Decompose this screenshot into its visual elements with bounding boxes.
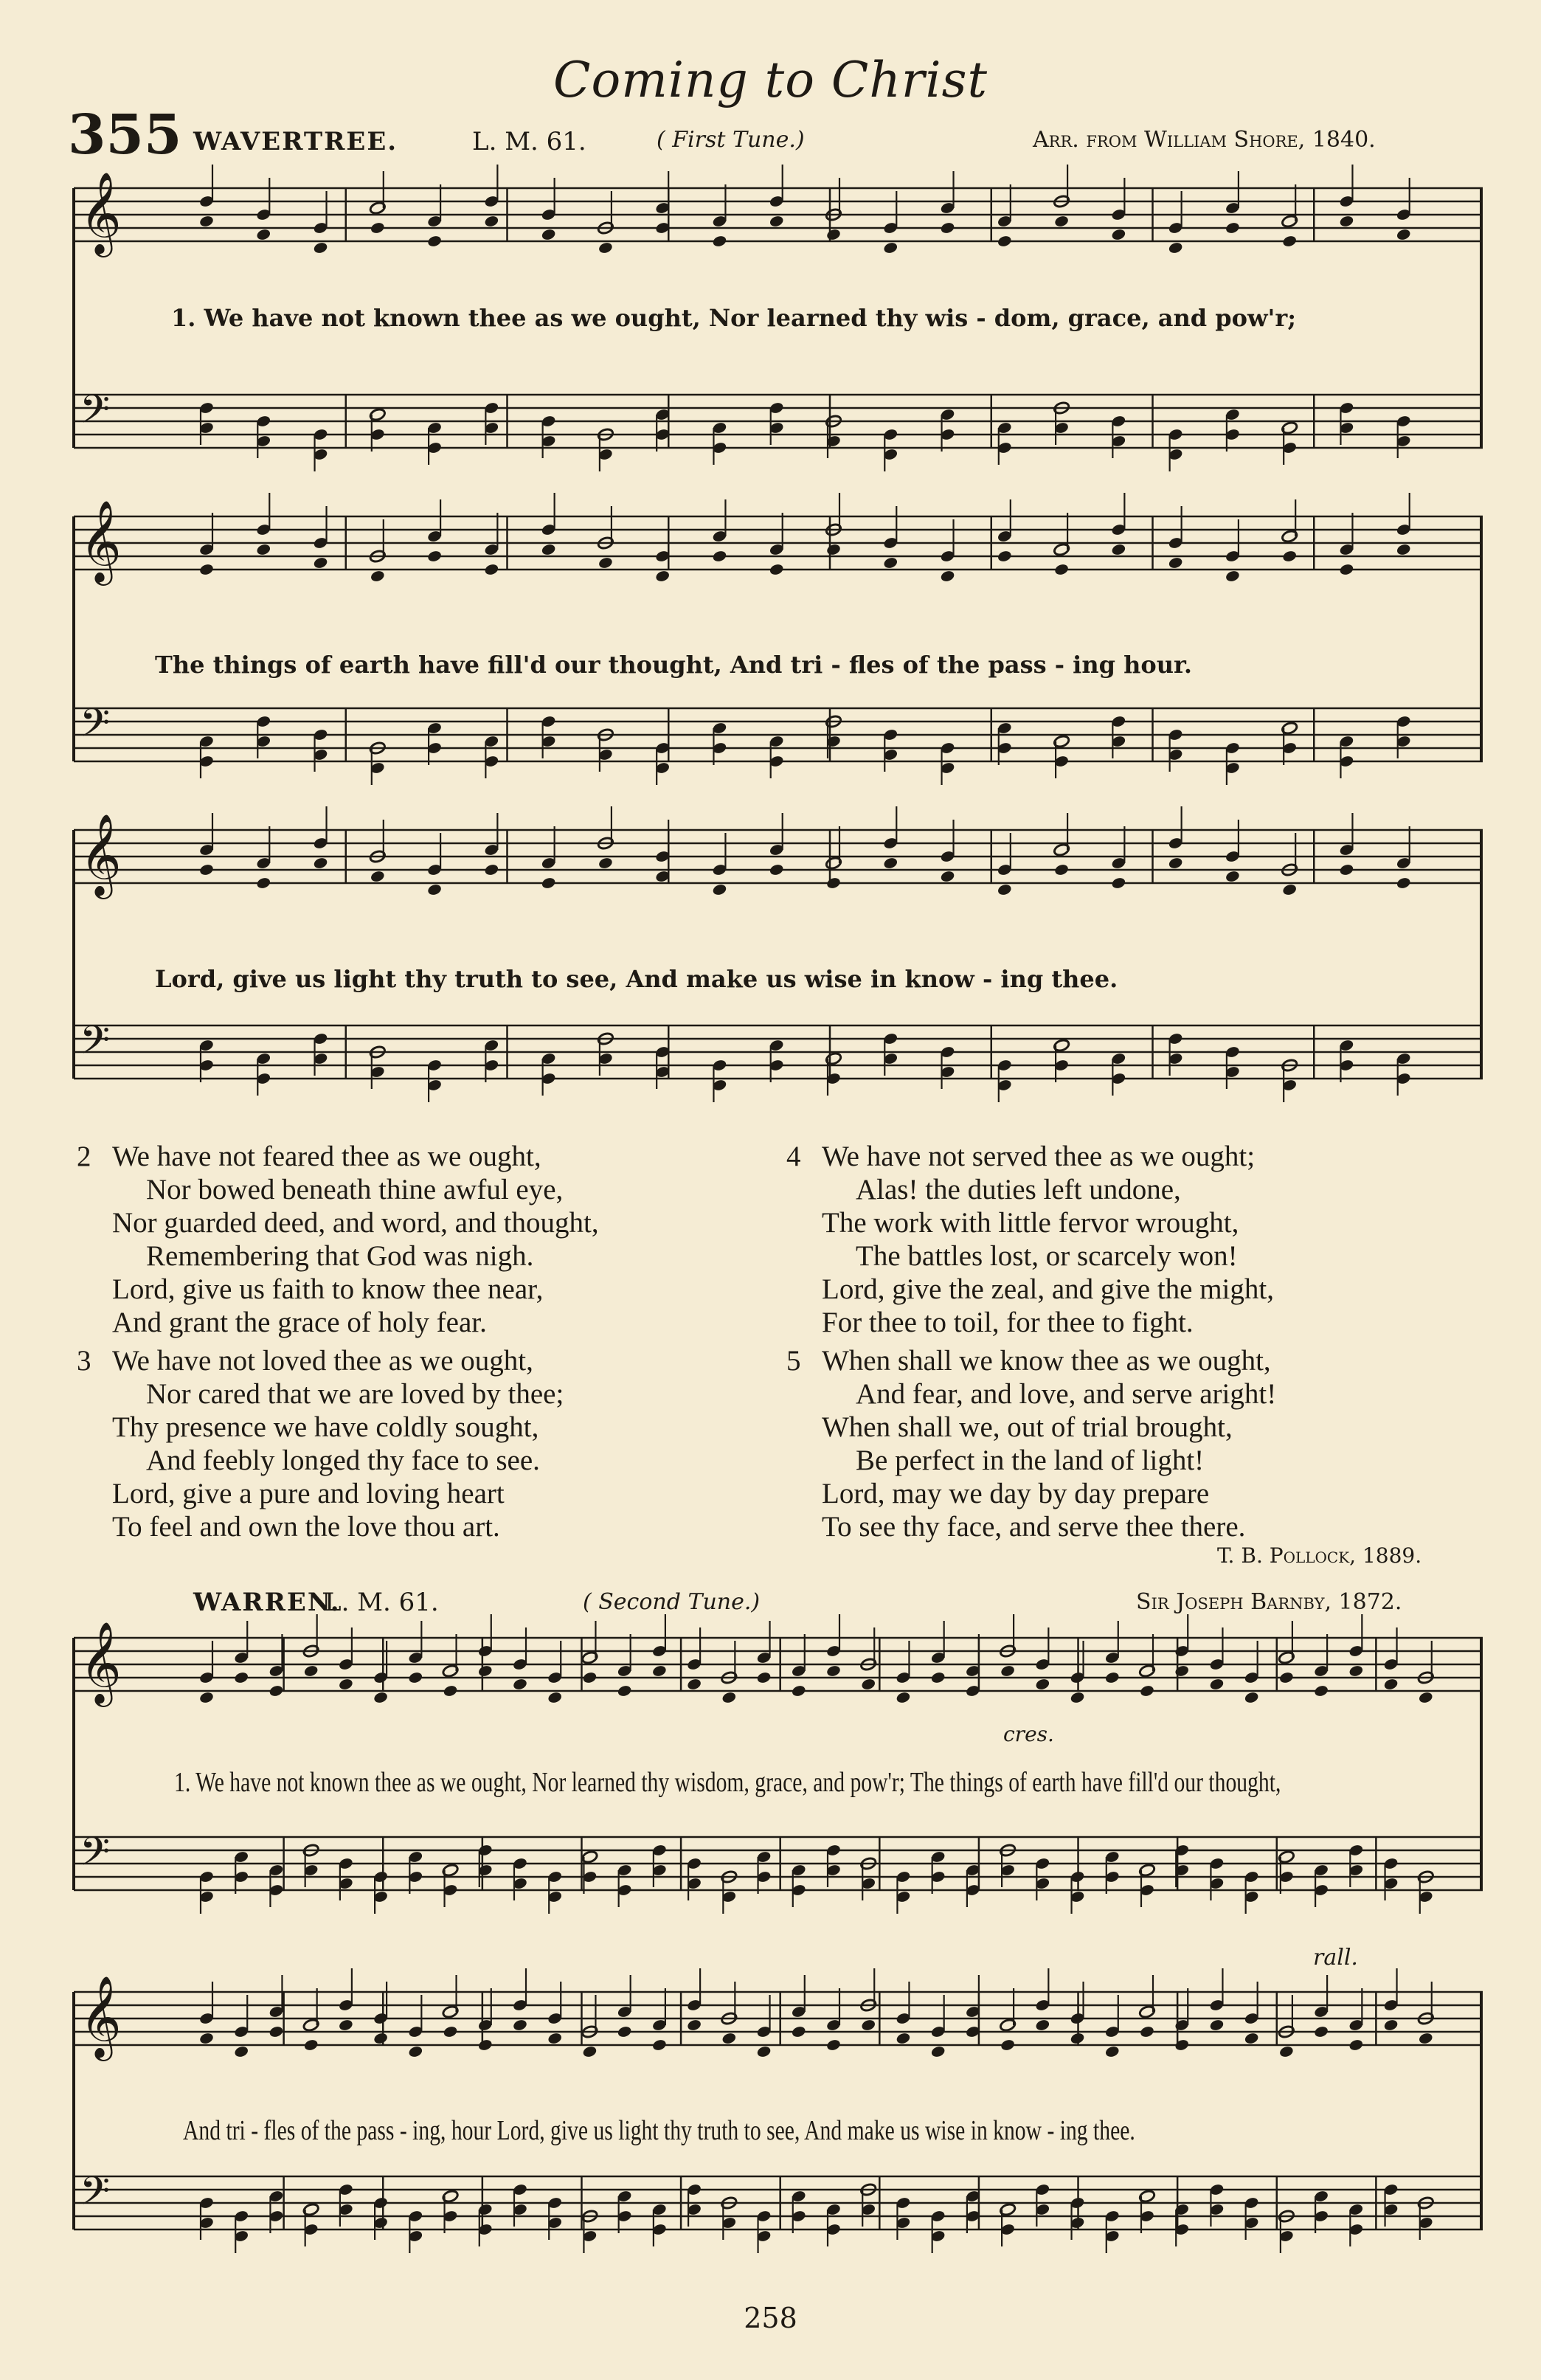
note-head	[883, 857, 898, 870]
verse-line: And fear, and love, and serve aright!	[856, 1378, 1277, 1410]
verse-line: And feebly longed thy face to see.	[146, 1445, 540, 1476]
staff	[74, 188, 1483, 241]
note-head	[791, 1684, 806, 1698]
note-head	[477, 2038, 493, 2052]
verse-4	[786, 1140, 1274, 1339]
verse-line: And grant the grace of holy fear.	[112, 1307, 487, 1338]
note-head	[861, 2018, 876, 2032]
note-head	[598, 241, 613, 255]
note-head	[769, 215, 784, 228]
tune-name: WAVERTREE.	[193, 127, 398, 156]
verse-line: Lord, give us faith to know thee near,	[112, 1273, 544, 1305]
note-head	[1035, 2018, 1050, 2032]
note-head	[1139, 2025, 1154, 2038]
note-head	[1225, 570, 1240, 583]
staff	[74, 708, 1483, 761]
note-head	[408, 2045, 423, 2058]
note-head	[582, 2045, 598, 2058]
note-head	[825, 876, 841, 890]
verse-line: Remembering that God was nigh.	[146, 1240, 534, 1272]
note-head	[1383, 1678, 1399, 1691]
lyric-row-3	[155, 965, 1118, 993]
note-head	[313, 556, 328, 570]
note-head	[269, 1684, 284, 1698]
note-head	[373, 1691, 388, 1704]
note-head	[655, 570, 671, 583]
verse-line: When shall we, out of trial brought,	[822, 1411, 1233, 1443]
verse-number: 2	[77, 1141, 91, 1172]
note-head	[712, 550, 727, 563]
note-head	[1418, 1691, 1433, 1704]
staff	[74, 395, 1483, 448]
page-number: 258	[744, 2302, 797, 2334]
verse-line: To see thy face, and serve thee there.	[822, 1511, 1246, 1543]
note-head	[1244, 1691, 1259, 1704]
verse-line: Lord, give a pure and loving heart	[112, 1478, 505, 1509]
note-head	[426, 550, 442, 563]
note-head	[484, 215, 499, 228]
note-head	[541, 876, 556, 890]
note-head	[1396, 876, 1411, 890]
note-head	[338, 1678, 353, 1691]
note-head	[1000, 1664, 1015, 1678]
note-head	[1035, 1678, 1050, 1691]
note-head	[313, 857, 328, 870]
bass-clef: 𝄢	[80, 1018, 111, 1073]
verse-line: Lord, may we day by day prepare	[822, 1478, 1210, 1509]
lyric-line: The things of earth have fill'd our thought, And tri - fles of the pass - ing hour.	[155, 651, 1193, 679]
note-head	[1111, 543, 1126, 556]
note-head	[541, 228, 556, 241]
note-head	[1000, 2038, 1015, 2052]
bass-clef: 𝄢	[80, 2169, 111, 2224]
note-head	[426, 235, 442, 248]
note-head	[883, 241, 898, 255]
note-head	[1313, 1684, 1329, 1698]
note-head	[1168, 556, 1183, 570]
note-head	[370, 870, 385, 883]
staff	[74, 1837, 1483, 1890]
lyric-line: 1. We have not known thee as we ought, Nor learned thy wis - dom, grace, and pow'r;	[171, 304, 1296, 332]
note-head	[1139, 1684, 1154, 1698]
note-head	[930, 2045, 946, 2058]
note-head	[1209, 1678, 1225, 1691]
note-head	[1053, 563, 1069, 576]
note-head	[825, 1664, 841, 1678]
note-head	[896, 1691, 911, 1704]
note-head	[198, 2032, 214, 2045]
verse-3	[77, 1344, 564, 1543]
bass-clef: 𝄢	[80, 387, 111, 442]
note-head	[269, 2025, 284, 2038]
note-head	[408, 1671, 423, 1684]
bass-clef: 𝄢	[80, 701, 111, 755]
note-head	[1174, 2038, 1190, 2052]
tune-meter: L. M. 61.	[472, 127, 586, 156]
dynamic-rall: rall.	[1313, 1945, 1358, 1971]
note-head	[338, 2018, 353, 2032]
verse-number: 3	[77, 1345, 91, 1377]
note-head	[769, 563, 784, 576]
note-head	[198, 1691, 214, 1704]
staff	[74, 830, 1483, 883]
note-head	[1278, 1671, 1294, 1684]
note-head	[512, 1678, 527, 1691]
note-head	[582, 1671, 598, 1684]
note-head	[1396, 228, 1411, 241]
note-head	[1339, 563, 1354, 576]
verse-line: Nor guarded deed, and word, and thought,	[112, 1207, 599, 1239]
verse-number: 4	[786, 1141, 801, 1172]
verse-line: Lord, give the zeal, and give the might,	[822, 1273, 1274, 1305]
note-head	[598, 556, 613, 570]
note-head	[256, 876, 271, 890]
note-head	[484, 863, 499, 876]
note-head	[686, 2018, 702, 2032]
lyric-row-1	[171, 304, 1296, 332]
note-head	[1168, 857, 1183, 870]
note-head	[598, 857, 613, 870]
note-head	[756, 1671, 772, 1684]
note-head	[1282, 235, 1298, 248]
verse-line: The battles lost, or scarcely won!	[856, 1240, 1238, 1272]
tune-composer: Arr. from William Shore, 1840.	[1033, 127, 1376, 153]
hymn-number: 355	[68, 103, 182, 167]
note-head	[825, 228, 841, 241]
staff	[74, 2176, 1483, 2229]
note-head	[651, 2038, 667, 2052]
note-head	[303, 2038, 319, 2052]
note-head	[1111, 228, 1126, 241]
lyric-row-4	[174, 1766, 1281, 1799]
verse-line: We have not served thee as we ought;	[822, 1141, 1256, 1172]
verse-line: Thy presence we have coldly sought,	[112, 1411, 539, 1443]
verse-line: We have not feared thee as we ought,	[112, 1141, 541, 1172]
note-head	[198, 863, 214, 876]
note-head	[1383, 2018, 1399, 2032]
treble-clef: 𝄞	[80, 813, 122, 896]
note-head	[1348, 1664, 1364, 1678]
note-head	[617, 1684, 632, 1698]
verse-number: 5	[786, 1345, 801, 1377]
note-head	[721, 1691, 737, 1704]
note-head	[234, 2045, 249, 2058]
note-head	[997, 883, 1012, 896]
note-head	[1053, 863, 1069, 876]
note-head	[825, 543, 841, 556]
note-head	[198, 215, 214, 228]
author-credit: T. B. Pollock, 1889.	[1217, 1543, 1422, 1568]
note-head	[370, 221, 385, 235]
note-head	[1313, 2025, 1329, 2038]
note-head	[443, 2025, 458, 2038]
note-head	[861, 1678, 876, 1691]
note-head	[512, 2018, 527, 2032]
note-head	[756, 2045, 772, 2058]
note-head	[1070, 2032, 1085, 2045]
note-head	[1225, 870, 1240, 883]
lyric-line: Lord, give us light thy truth to see, And make us wise in know - ing thee.	[155, 965, 1118, 993]
verse-line: For thee to toil, for thee to fight.	[822, 1307, 1194, 1338]
note-head	[617, 2025, 632, 2038]
lyric-row-5	[183, 2114, 1135, 2147]
note-head	[1339, 863, 1354, 876]
verse-line: Nor cared that we are loved by thee;	[146, 1378, 564, 1410]
note-head	[1209, 2018, 1225, 2032]
note-head	[1282, 883, 1298, 896]
bass-clef: 𝄢	[80, 1830, 111, 1884]
note-head	[721, 2032, 737, 2045]
note-head	[1418, 2032, 1433, 2045]
note-head	[1070, 1691, 1085, 1704]
note-head	[651, 1664, 667, 1678]
note-head	[547, 2032, 563, 2045]
note-head	[256, 228, 271, 241]
note-head	[712, 883, 727, 896]
verse-line: The work with little fervor wrought,	[822, 1207, 1239, 1239]
tune-note: ( Second Tune.)	[583, 1589, 761, 1615]
note-head	[443, 1684, 458, 1698]
tune-note: ( First Tune.)	[657, 127, 805, 153]
staff	[74, 1992, 1483, 2045]
verse-line: Nor bowed beneath thine awful eye,	[146, 1174, 564, 1205]
note-head	[1174, 1664, 1190, 1678]
note-head	[547, 1691, 563, 1704]
tune-meter: L. M. 61.	[325, 1588, 439, 1617]
note-head	[426, 883, 442, 896]
note-head	[484, 563, 499, 576]
lyric-line: And tri - fles of the pass - ing, hour Lord, give us light thy truth to see, And make us wise in know - ing thee.	[183, 2115, 1135, 2146]
lyric-line: 1. We have not known thee as we ought, Nor learned thy wisdom, grace, and pow'r; The things of earth have fill'd our thought,	[174, 1767, 1281, 1798]
verse-line: We have not loved thee as we ought,	[112, 1345, 533, 1377]
verse-line: When shall we know thee as we ought,	[822, 1345, 1271, 1377]
note-head	[1282, 550, 1298, 563]
note-head	[769, 863, 784, 876]
note-head	[1339, 215, 1354, 228]
treble-clef: 𝄞	[80, 499, 122, 582]
note-head	[1053, 215, 1069, 228]
staff	[74, 1025, 1483, 1079]
note-head	[1278, 2045, 1294, 2058]
staff	[74, 516, 1483, 570]
note-head	[1104, 2045, 1120, 2058]
tune-name: WARREN.	[193, 1588, 341, 1617]
verse-5	[786, 1344, 1276, 1543]
tune-composer: Sir Joseph Barnby, 1872.	[1136, 1589, 1402, 1615]
note-head	[256, 543, 271, 556]
note-head	[373, 2032, 388, 2045]
note-head	[1168, 241, 1183, 255]
note-head	[997, 235, 1012, 248]
note-head	[1396, 543, 1411, 556]
verse-line: Be perfect in the land of light!	[856, 1445, 1205, 1476]
note-head	[370, 570, 385, 583]
treble-clef: 𝄞	[80, 1621, 122, 1703]
note-head	[234, 1671, 249, 1684]
note-head	[940, 221, 955, 235]
staff	[74, 1638, 1483, 1691]
dynamic-cres: cres.	[1003, 1722, 1054, 1746]
note-head	[940, 570, 955, 583]
verse-line: Alas! the duties left undone,	[856, 1174, 1181, 1205]
note-head	[712, 235, 727, 248]
page-title: Coming to Christ	[553, 52, 988, 108]
note-head	[1244, 2032, 1259, 2045]
verse-2	[77, 1140, 599, 1339]
note-head	[313, 241, 328, 255]
note-head	[940, 870, 955, 883]
note-head	[686, 1678, 702, 1691]
verse-line: To feel and own the love thou art.	[112, 1511, 500, 1543]
note-head	[883, 556, 898, 570]
lyric-row-2	[155, 651, 1192, 679]
note-head	[930, 1671, 946, 1684]
note-head	[303, 1664, 319, 1678]
treble-clef: 𝄞	[80, 171, 122, 254]
note-head	[1111, 876, 1126, 890]
note-head	[1348, 2038, 1364, 2052]
treble-clef: 𝄞	[80, 1975, 122, 2058]
note-head	[896, 2032, 911, 2045]
note-head	[541, 543, 556, 556]
note-head	[791, 2025, 806, 2038]
note-head	[825, 2038, 841, 2052]
note-head	[198, 563, 214, 576]
note-head	[477, 1664, 493, 1678]
note-head	[1104, 1671, 1120, 1684]
note-head	[997, 550, 1012, 563]
note-head	[1225, 221, 1240, 235]
